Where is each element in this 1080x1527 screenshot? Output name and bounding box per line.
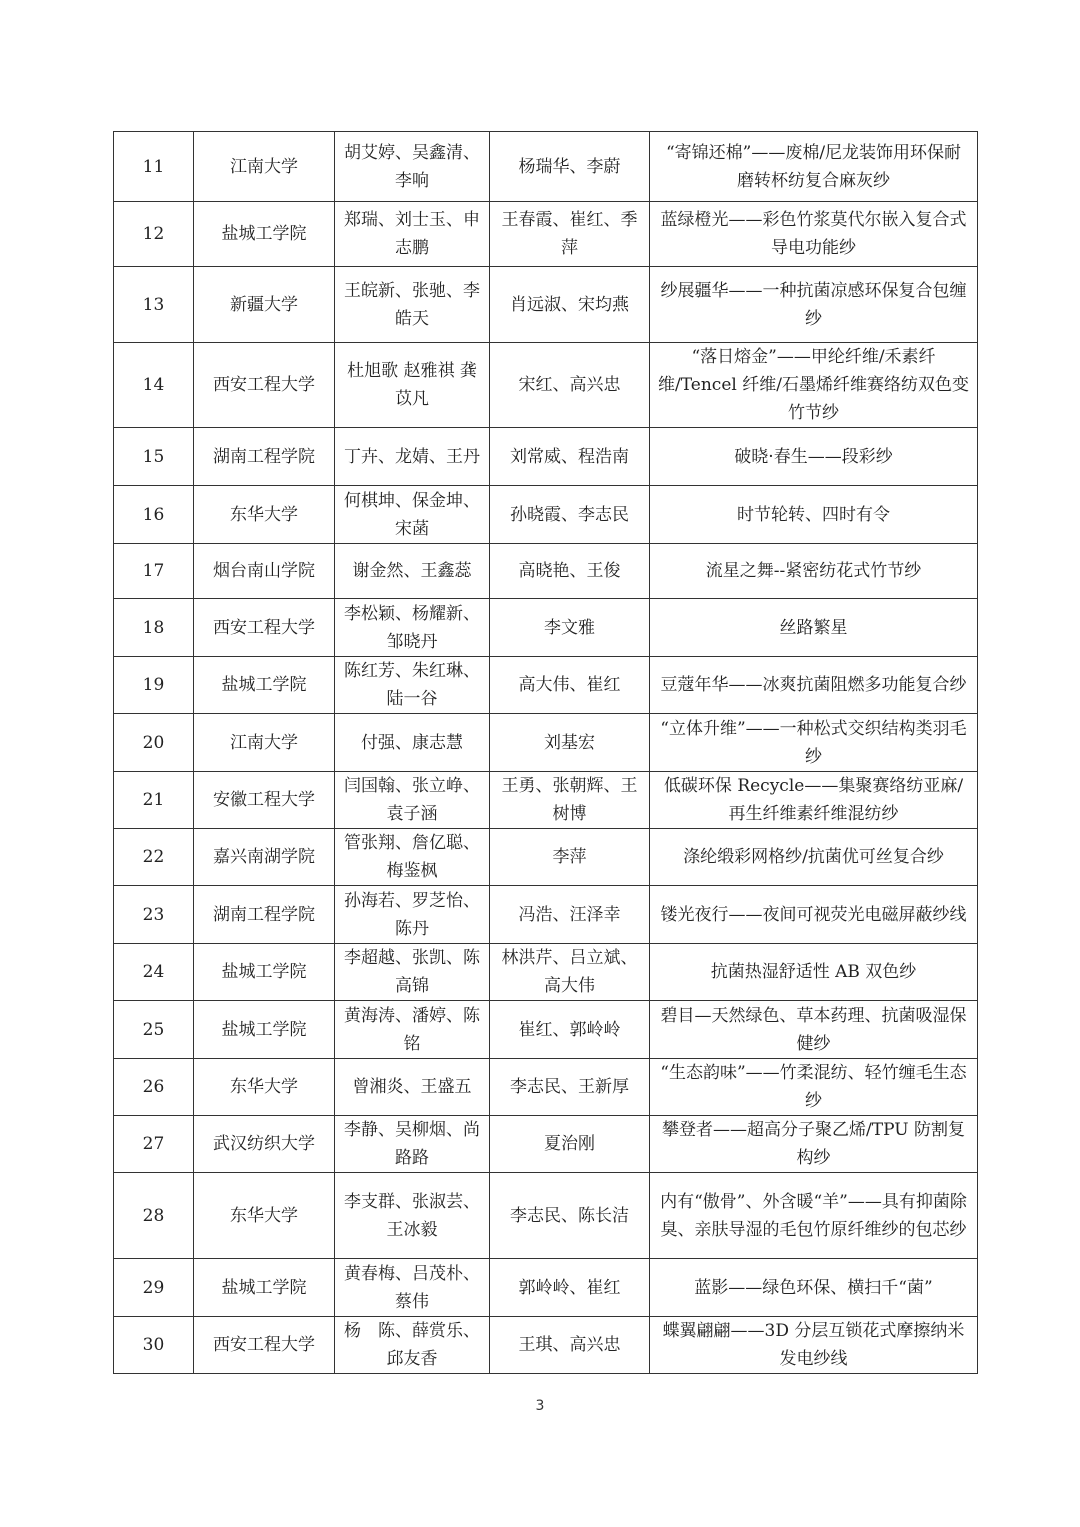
row-number: 27 — [114, 1116, 194, 1173]
row-number: 26 — [114, 1059, 194, 1116]
table-row — [114, 428, 978, 486]
table-row — [114, 657, 978, 714]
teacher-names: 孙晓霞、李志民 — [490, 486, 650, 544]
student-names: 杜旭歌 赵雅祺 龚苡凡 — [335, 343, 490, 428]
project-title: 涤纶缎彩网格纱/抗菌优可丝复合纱 — [650, 829, 978, 886]
row-number: 11 — [114, 132, 194, 202]
student-names: 李支群、张淑芸、王冰毅 — [335, 1173, 490, 1259]
row-number: 24 — [114, 944, 194, 1001]
school-name: 西安工程大学 — [194, 599, 335, 657]
teacher-names: 宋红、高兴忠 — [490, 343, 650, 428]
student-names: 何棋坤、保金坤、宋菡 — [335, 486, 490, 544]
project-title: 内有“傲骨”、外含暖“羊”——具有抑菌除臭、亲肤导湿的毛包竹原纤维纱的包芯纱 — [650, 1173, 978, 1259]
row-number: 22 — [114, 829, 194, 886]
school-name: 东华大学 — [194, 1173, 335, 1259]
teacher-names: 冯浩、汪泽幸 — [490, 886, 650, 944]
row-number: 30 — [114, 1317, 194, 1374]
table-row — [114, 1059, 978, 1116]
teacher-names: 刘基宏 — [490, 714, 650, 772]
row-number: 13 — [114, 267, 194, 343]
table-row — [114, 1001, 978, 1059]
school-name: 湖南工程学院 — [194, 886, 335, 944]
school-name: 西安工程大学 — [194, 343, 335, 428]
project-title: 豆蔻年华——冰爽抗菌阻燃多功能复合纱 — [650, 657, 978, 714]
student-names: 李超越、张凯、陈高锦 — [335, 944, 490, 1001]
teacher-names: 王春霞、崔红、季萍 — [490, 202, 650, 267]
row-number: 21 — [114, 772, 194, 829]
teacher-names: 肖远淑、宋均燕 — [490, 267, 650, 343]
teacher-names: 高晓艳、王俊 — [490, 544, 650, 599]
project-title: 镂光夜行——夜间可视荧光电磁屏蔽纱线 — [650, 886, 978, 944]
school-name: 嘉兴南湖学院 — [194, 829, 335, 886]
table-row — [114, 1173, 978, 1259]
row-number: 17 — [114, 544, 194, 599]
project-title: 蓝影——绿色环保、横扫千“菌” — [650, 1259, 978, 1317]
teacher-names: 李萍 — [490, 829, 650, 886]
row-number: 16 — [114, 486, 194, 544]
teacher-names: 高大伟、崔红 — [490, 657, 650, 714]
row-number: 18 — [114, 599, 194, 657]
teacher-names: 李志民、王新厚 — [490, 1059, 650, 1116]
project-title: “落日熔金”——甲纶纤维/禾素纤维/Tencel 纤维/石墨烯纤维赛络纺双色变竹节纱 — [650, 343, 978, 428]
table-row — [114, 944, 978, 1001]
award-table — [113, 131, 978, 1374]
student-names: 付强、康志慧 — [335, 714, 490, 772]
project-title: 抗菌热湿舒适性 AB 双色纱 — [650, 944, 978, 1001]
school-name: 东华大学 — [194, 486, 335, 544]
table-row — [114, 343, 978, 428]
teacher-names: 李文雅 — [490, 599, 650, 657]
teacher-names: 夏治刚 — [490, 1116, 650, 1173]
project-title: 时节轮转、四时有令 — [650, 486, 978, 544]
project-title: “寄锦还棉”——废棉/尼龙装饰用环保耐磨转杯纺复合麻灰纱 — [650, 132, 978, 202]
teacher-names: 王琪、高兴忠 — [490, 1317, 650, 1374]
school-name: 盐城工学院 — [194, 202, 335, 267]
student-names: 丁卉、龙婧、王丹 — [335, 428, 490, 486]
table-row — [114, 544, 978, 599]
project-title: 碧目—天然绿色、草本药理、抗菌吸湿保健纱 — [650, 1001, 978, 1059]
project-title: 丝路繁星 — [650, 599, 978, 657]
school-name: 西安工程大学 — [194, 1317, 335, 1374]
student-names: 孙海若、罗芝怡、陈丹 — [335, 886, 490, 944]
table-row — [114, 267, 978, 343]
student-names: 曾湘炎、王盛五 — [335, 1059, 490, 1116]
school-name: 湖南工程学院 — [194, 428, 335, 486]
student-names: 李松颖、杨耀新、邹晓丹 — [335, 599, 490, 657]
teacher-names: 杨瑞华、李蔚 — [490, 132, 650, 202]
table-row — [114, 599, 978, 657]
student-names: 黄春梅、吕茂朴、蔡伟 — [335, 1259, 490, 1317]
row-number: 14 — [114, 343, 194, 428]
school-name: 武汉纺织大学 — [194, 1116, 335, 1173]
table-row — [114, 486, 978, 544]
student-names: 郑瑞、刘士玉、申志鹏 — [335, 202, 490, 267]
project-title: 低碳环保 Recycle——集聚赛络纺亚麻/再生纤维素纤维混纺纱 — [650, 772, 978, 829]
row-number: 28 — [114, 1173, 194, 1259]
teacher-names: 王勇、张朝辉、王树博 — [490, 772, 650, 829]
school-name: 盐城工学院 — [194, 1001, 335, 1059]
project-title: 流星之舞--紧密纺花式竹节纱 — [650, 544, 978, 599]
row-number: 12 — [114, 202, 194, 267]
student-names: 李静、吴柳烟、尚路路 — [335, 1116, 490, 1173]
table-row — [114, 1317, 978, 1374]
school-name: 烟台南山学院 — [194, 544, 335, 599]
project-title: “立体升维”——一种松式交织结构类羽毛纱 — [650, 714, 978, 772]
student-names: 杨 陈、薛赏乐、邱友香 — [335, 1317, 490, 1374]
project-title: 破晓·春生——段彩纱 — [650, 428, 978, 486]
school-name: 江南大学 — [194, 714, 335, 772]
school-name: 东华大学 — [194, 1059, 335, 1116]
teacher-names: 刘常威、程浩南 — [490, 428, 650, 486]
student-names: 谢金然、王鑫蕊 — [335, 544, 490, 599]
row-number: 25 — [114, 1001, 194, 1059]
table-row — [114, 772, 978, 829]
project-title: “生态韵味”——竹柔混纺、轻竹缠毛生态纱 — [650, 1059, 978, 1116]
row-number: 15 — [114, 428, 194, 486]
page-number: 3 — [535, 1398, 545, 1414]
student-names: 闫国翰、张立峥、袁子涵 — [335, 772, 490, 829]
teacher-names: 林洪芹、吕立斌、高大伟 — [490, 944, 650, 1001]
row-number: 29 — [114, 1259, 194, 1317]
school-name: 盐城工学院 — [194, 1259, 335, 1317]
school-name: 盐城工学院 — [194, 944, 335, 1001]
school-name: 新疆大学 — [194, 267, 335, 343]
row-number: 20 — [114, 714, 194, 772]
table-row — [114, 1259, 978, 1317]
project-title: 纱展疆华——一种抗菌凉感环保复合包缠纱 — [650, 267, 978, 343]
teacher-names: 郭岭岭、崔红 — [490, 1259, 650, 1317]
school-name: 盐城工学院 — [194, 657, 335, 714]
table-row — [114, 886, 978, 944]
student-names: 陈红芳、朱红琳、陆一谷 — [335, 657, 490, 714]
student-names: 胡艾婷、吴鑫清、李响 — [335, 132, 490, 202]
school-name: 江南大学 — [194, 132, 335, 202]
school-name: 安徽工程大学 — [194, 772, 335, 829]
table-row — [114, 132, 978, 202]
table-row — [114, 202, 978, 267]
student-names: 黄海涛、潘婷、陈铭 — [335, 1001, 490, 1059]
table-row — [114, 714, 978, 772]
teacher-names: 崔红、郭岭岭 — [490, 1001, 650, 1059]
project-title: 攀登者——超高分子聚乙烯/TPU 防割复构纱 — [650, 1116, 978, 1173]
table-row — [114, 829, 978, 886]
row-number: 19 — [114, 657, 194, 714]
student-names: 王皖新、张驰、李皓天 — [335, 267, 490, 343]
teacher-names: 李志民、陈长洁 — [490, 1173, 650, 1259]
project-title: 蝶翼翩翩——3D 分层互锁花式摩擦纳米发电纱线 — [650, 1317, 978, 1374]
project-title: 蓝绿橙光——彩色竹浆莫代尔嵌入复合式导电功能纱 — [650, 202, 978, 267]
row-number: 23 — [114, 886, 194, 944]
table-row — [114, 1116, 978, 1173]
student-names: 管张翔、詹亿聪、梅鉴枫 — [335, 829, 490, 886]
